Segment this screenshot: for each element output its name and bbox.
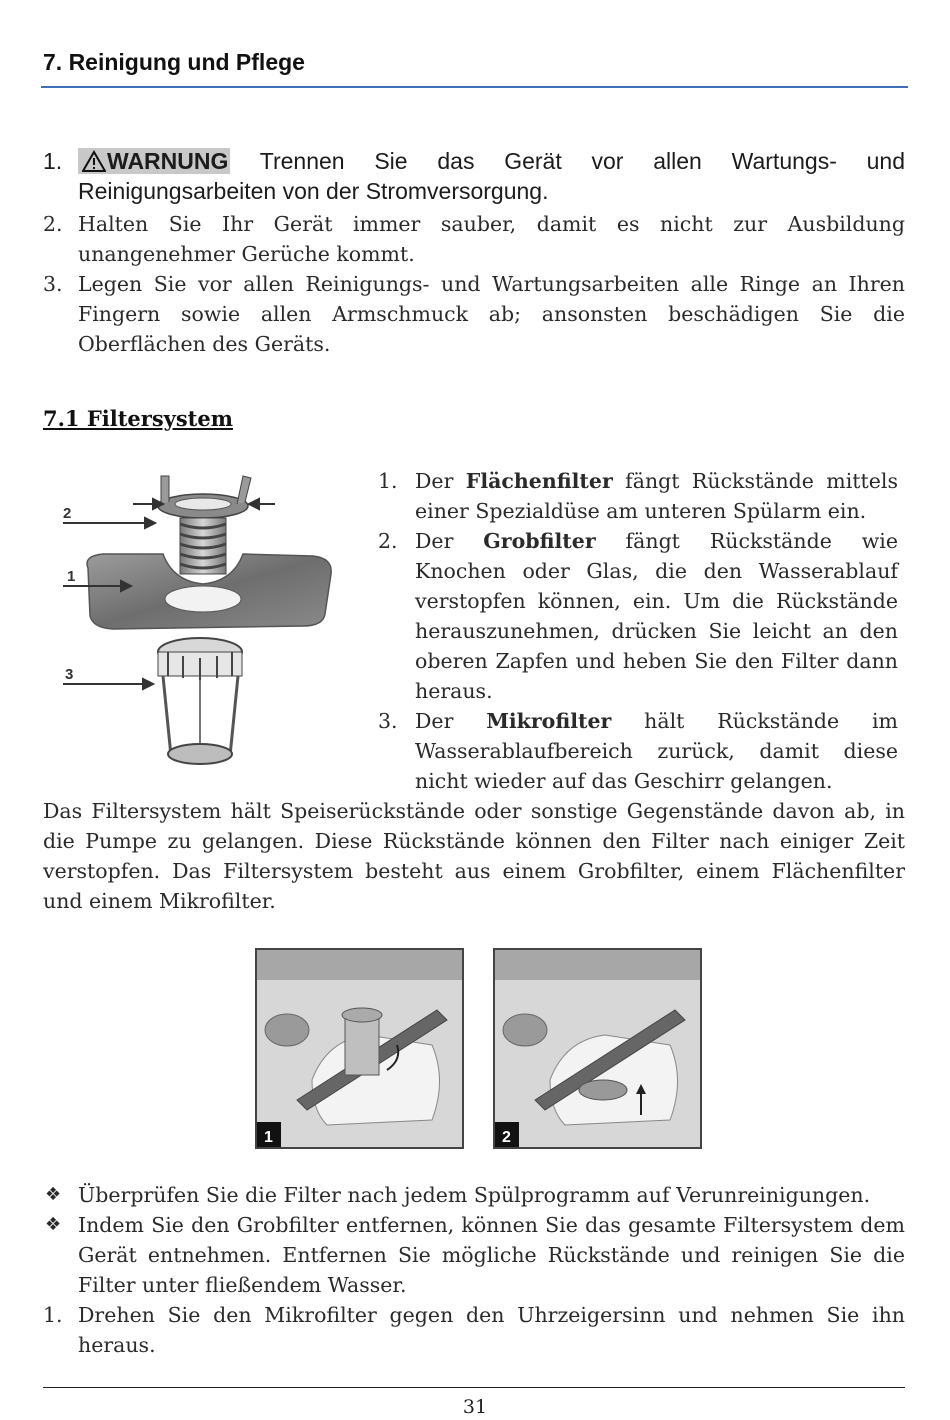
intro-item-text: Trennen Sie das Gerät vor allen Wartungs- und Reinigungsarbeiten von der Stromversorgung. <box>78 148 905 204</box>
bullet-text: Überprüfen Sie die Filter nach jedem Spülprogramm auf Verunreinigungen. <box>78 1183 871 1207</box>
callout-label-2: 2 <box>63 505 72 522</box>
filter-item-post: fängt Rückstände wie Knochen oder Glas, die den Wasserablauf verstopfen können, ein. Um die Rückstände herauszunehmen, drücken Sie leicht an den oberen Zapfen und heben Sie den Filter dann heraus. <box>415 529 898 703</box>
filter-item-post: fängt Rückstände mittels einer Spezialdüse am unteren Spülarm ein. <box>415 469 898 523</box>
intro-item-text: Legen Sie vor allen Reinigungs- und Wartungsarbeiten alle Ringe an Ihren Fingern sowie allen Armschmuck ab; ansonsten beschädigen Sie die Oberflächen des Geräts. <box>78 272 905 356</box>
filter-item-number: 2. <box>378 529 398 553</box>
bullet-item <box>43 1210 905 1300</box>
photo-step-2-label: 2 <box>502 1129 511 1146</box>
diamond-bullet-icon: ❖ <box>45 1184 62 1205</box>
filter-item-pre: Der <box>415 709 487 733</box>
filter-system-description: Das Filtersystem hält Speiserückstände oder sonstige Gegenstände davon ab, in die Pumpe zu gelangen. Diese Rückstände können den Filter nach einiger Zeit verstopfen. Das Filtersystem besteht aus einem Grobfilter, einem Flächenfilter und einem Mikrofilter. <box>43 799 905 913</box>
filter-item-name: Mikrofilter <box>486 709 612 733</box>
photo-step-2-image <box>495 950 700 1147</box>
intro-item-number: 3. <box>43 272 63 296</box>
intro-item-1 <box>43 146 905 206</box>
warning-triangle-icon <box>82 150 106 172</box>
section-title: 7.1 Filtersystem <box>43 406 233 431</box>
step-number: 1. <box>43 1303 63 1327</box>
chapter-title: 7. Reinigung und Pflege <box>43 49 305 75</box>
filter-list <box>378 466 898 796</box>
callout-label-1: 1 <box>67 568 76 585</box>
filter-item-pre: Der <box>415 469 466 493</box>
intro-item-3 <box>43 269 905 359</box>
chapter-heading-rule <box>41 86 908 88</box>
filter-item-post: hält Rückstände im Wasserablaufbereich zurück, damit diese nicht wieder auf das Geschirr gelangen. <box>415 709 898 793</box>
step-text: Drehen Sie den Mikrofilter gegen den Uhrzeigersinn und nehmen Sie ihn heraus. <box>78 1303 905 1357</box>
warning-label <box>78 148 230 174</box>
intro-item-number: 2. <box>43 212 63 236</box>
filter-item-number: 1. <box>378 469 398 493</box>
callout-label-3: 3 <box>65 666 74 683</box>
coarse-filter-drawing <box>158 476 251 574</box>
step-item <box>43 1300 905 1360</box>
intro-item-text: Halten Sie Ihr Gerät immer sauber, damit es nicht zur Ausbildung unangenehmer Gerüche kommt. <box>78 212 905 266</box>
filter-item <box>378 706 898 796</box>
filter-item <box>378 466 898 526</box>
filter-item-pre: Der <box>415 529 484 553</box>
filter-item-number: 3. <box>378 709 398 733</box>
page-number: 31 <box>462 1396 488 1418</box>
photo-step-2 <box>493 948 702 1149</box>
bullet-text: Indem Sie den Grobfilter entfernen, können Sie das gesamte Filtersystem dem Gerät entnehmen. Entfernen Sie mögliche Rückstände und reinigen Sie die Filter unter fließendem Wasser. <box>78 1213 905 1297</box>
footer-rule <box>43 1387 905 1388</box>
intro-item-2 <box>43 209 905 269</box>
warning-label-text: WARNUNG <box>107 148 229 174</box>
filter-item-name: Flächenfilter <box>465 469 613 493</box>
bullet-item <box>43 1180 905 1210</box>
diamond-bullet-icon: ❖ <box>45 1214 62 1235</box>
intro-item-number: 1. <box>43 148 63 174</box>
micro-filter-drawing <box>158 638 242 764</box>
filter-item <box>378 526 898 706</box>
photo-step-1-label: 1 <box>264 1129 273 1146</box>
filter-item-name: Grobfilter <box>483 529 596 553</box>
photo-step-1-image <box>257 950 462 1147</box>
photo-step-1 <box>255 948 464 1149</box>
filter-system-diagram <box>43 466 343 784</box>
